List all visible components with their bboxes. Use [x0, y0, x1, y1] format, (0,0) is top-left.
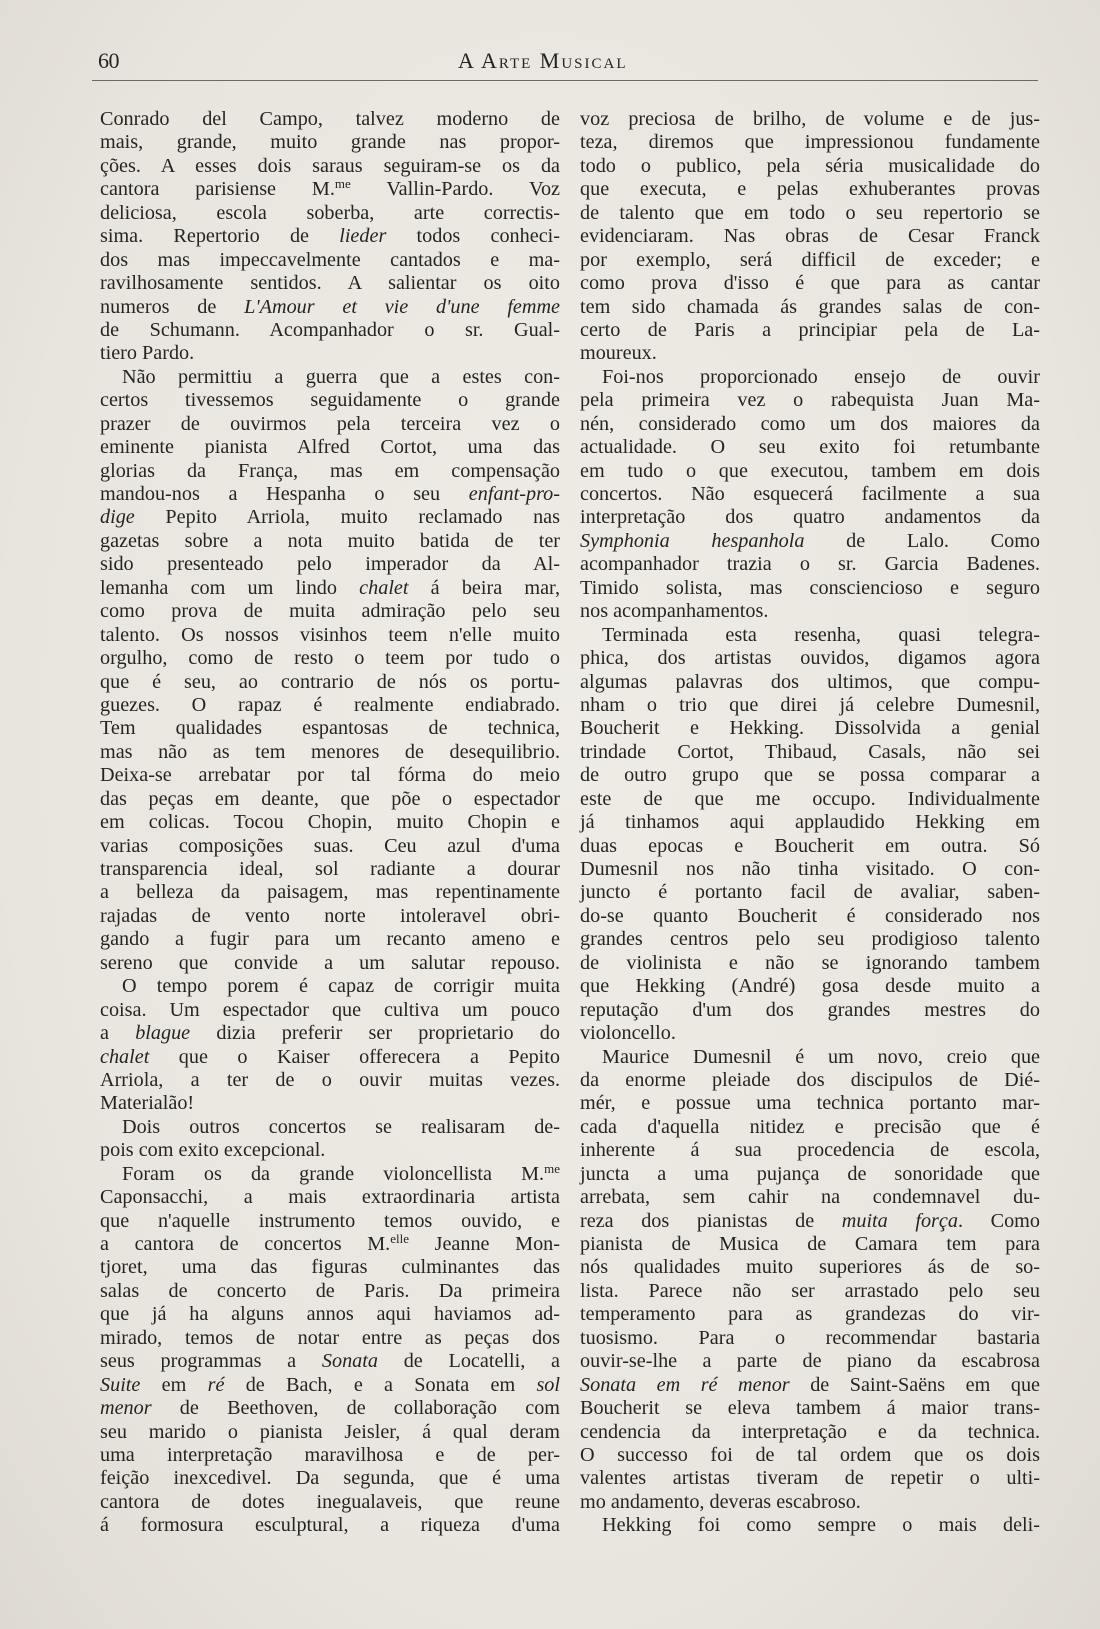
text-line [100, 928, 560, 951]
italic-text: Sonata [321, 1350, 378, 1373]
text-line [100, 1256, 560, 1279]
text-segment: duas epocas e Boucherit em outra. Só [580, 834, 1040, 857]
text-segment: juncta a uma pujança de sonoridade que [580, 1162, 1040, 1185]
text-segment: trindade Cortot, Thibaud, Casals, não sei [580, 740, 1040, 763]
text-segment: Dumesnil nos não tinha visitado. O con- [580, 858, 1040, 880]
superscript: me [334, 176, 351, 192]
text-segment: como prova de muita admiração pelo seu [100, 600, 560, 623]
text-line [100, 1233, 560, 1256]
text-segment: phica, dos artistas ouvidos, digamos agora [580, 647, 1040, 670]
text-line [580, 319, 1040, 342]
text-segment: em tudo o que executou, tambem em dois [580, 459, 1040, 482]
text-line [100, 460, 560, 483]
text-segment: em [140, 1373, 208, 1396]
text-line [580, 881, 1040, 904]
text-line [100, 1421, 560, 1444]
text-line [580, 1163, 1040, 1186]
text-segment: acompanhador trazia o sr. Garcia Badenes. [580, 553, 1040, 576]
text-segment: Não permittiu a guerra que a estes con- [122, 365, 560, 388]
text-line [580, 1467, 1040, 1490]
italic-text: dige [100, 506, 135, 529]
italic-text: chalet [359, 576, 409, 599]
text-line [100, 483, 560, 506]
text-line [580, 1092, 1040, 1115]
text-line [100, 600, 560, 623]
text-line [100, 155, 560, 178]
text-segment: que Hekking (André) gosa desde muito a [580, 975, 1040, 998]
text-segment: ções. A esses dois saraus seguiram-se os da [100, 154, 560, 177]
text-segment: Boucherit e Hekking. Dissolvida a genial [580, 717, 1040, 740]
text-segment: algumas palavras dos ultimos, que compu- [580, 670, 1040, 693]
text-segment: cantora de dotes inegualaveis, que reune [100, 1490, 560, 1513]
text-line [100, 952, 560, 975]
text-segment: que executa, e pelas exhuberantes provas [580, 178, 1040, 201]
text-segment: voz preciosa de brilho, de volume e de jus- [580, 108, 1040, 130]
text-line [100, 1514, 560, 1537]
text-line [100, 319, 560, 342]
text-segment: Pepito Arriola, muito reclamado nas [134, 506, 560, 529]
text-segment: já tinhamos aqui applaudido Hekking em [580, 811, 1040, 834]
text-line [100, 1046, 560, 1069]
text-line [580, 272, 1040, 295]
text-segment: que n'aquelle instrumento temos ouvido, e [100, 1209, 560, 1232]
text-segment: pela primeira vez o rabequista Juan Ma- [580, 389, 1040, 412]
running-title: A Arte Musical [458, 48, 628, 73]
text-segment: pianista de Musica de Camara tem para [580, 1233, 1040, 1255]
text-line [100, 1444, 560, 1467]
text-line [100, 389, 560, 412]
text-line [100, 202, 560, 225]
text-segment: de talento que em todo o seu repertorio se [580, 201, 1040, 224]
text-line [580, 999, 1040, 1022]
text-line [580, 788, 1040, 811]
text-segment: Dois outros concertos se realisaram de- [122, 1115, 560, 1138]
text-line [100, 1022, 560, 1045]
text-line [100, 436, 560, 459]
text-line [580, 1327, 1040, 1350]
text-segment: mas não as tem menores de desequilibrio. [100, 740, 560, 763]
text-segment: reza dos pianistas de [580, 1209, 842, 1232]
text-segment: temperamento para as grandezas do vir- [580, 1303, 1040, 1326]
text-line [580, 342, 1040, 365]
text-line [580, 811, 1040, 834]
text-line [100, 225, 560, 248]
text-line [100, 647, 560, 670]
text-segment: reputação d'um dos grandes mestres do [580, 998, 1040, 1021]
text-segment: Arriola, a ter de o ouvir muitas vezes. [100, 1068, 560, 1091]
text-line [100, 1139, 560, 1162]
italic-text: chalet [100, 1045, 150, 1068]
italic-text: lieder [339, 225, 387, 248]
text-line [580, 155, 1040, 178]
text-line [580, 624, 1040, 647]
text-segment: . Como [957, 1209, 1040, 1232]
text-segment: mirado, temos de notar entre as peças dos [100, 1326, 560, 1349]
text-line [100, 764, 560, 787]
text-segment: sima. Repertorio de [100, 225, 340, 248]
text-segment: concertos. Não esquecerá facilmente a sua [580, 483, 1040, 505]
text-segment: evidenciaram. Nas obras de Cesar Franck [580, 225, 1040, 248]
text-line [100, 975, 560, 998]
text-segment: teza, diremos que impressionou fundamente [580, 131, 1040, 154]
text-line [580, 1022, 1040, 1045]
italic-text: enfant-pro- [468, 483, 560, 505]
text-line [580, 249, 1040, 272]
running-header [98, 42, 1038, 82]
text-segment: cendencia da interpretação e da technica. [580, 1420, 1040, 1443]
text-segment: eminente pianista Alfred Cortot, uma das [100, 436, 560, 459]
text-segment: cada d'aquella nitidez e precisão que é [580, 1115, 1040, 1138]
text-segment: guezes. O rapaz é realmente endiabrado. [100, 693, 560, 716]
text-segment: valentes artistas tiveram de repetir o ulti- [580, 1467, 1040, 1490]
text-segment: Jeanne Mon- [408, 1233, 560, 1255]
text-segment: deliciosa, escola soberba, arte correctis- [100, 201, 560, 224]
text-segment: tiero Pardo. [100, 342, 195, 365]
text-line [100, 999, 560, 1022]
text-segment: rajadas de vento norte intoleravel obri- [100, 904, 560, 927]
text-line [100, 577, 560, 600]
text-line [100, 1092, 560, 1115]
text-segment: seu marido o pianista Jeisler, á qual deram [100, 1420, 560, 1443]
text-line [580, 928, 1040, 951]
text-segment: da enorme pleiade dos discipulos de Dié- [580, 1068, 1040, 1091]
text-line [580, 694, 1040, 717]
text-line [100, 1397, 560, 1420]
text-segment: de Schumann. Acompanhador o sr. Gual- [100, 318, 560, 341]
text-line [100, 342, 560, 365]
text-segment: prazer de ouvirmos pela terceira vez o [100, 412, 560, 435]
text-line [580, 530, 1040, 553]
text-line [580, 1280, 1040, 1303]
text-segment: Terminada esta resenha, quasi telegra- [602, 623, 1040, 646]
text-line [100, 835, 560, 858]
italic-text: muita força [841, 1209, 958, 1232]
text-line [100, 1303, 560, 1326]
text-segment: sido presenteado pelo imperador da Al- [100, 553, 560, 576]
text-segment: sereno que convide a um salutar repouso. [100, 951, 560, 974]
text-line [580, 296, 1040, 319]
text-segment: salas de concerto de Paris. Da primeira [100, 1279, 560, 1302]
text-segment: arrebata, sem cahir na condemnavel du- [580, 1186, 1040, 1209]
text-segment: moureux. [580, 342, 657, 365]
text-line [580, 577, 1040, 600]
text-line [580, 1397, 1040, 1420]
text-line [580, 1139, 1040, 1162]
text-segment: como prova d'isso é que para as cantar [580, 272, 1040, 295]
text-line [100, 296, 560, 319]
text-line [580, 1116, 1040, 1139]
text-segment: mandou-nos a Hespanha o seu [100, 483, 469, 505]
text-line [100, 506, 560, 529]
text-segment: nham o trio que direi já celebre Dumesnil, [580, 693, 1040, 716]
text-segment: certos tivessemos seguidamente o grande [100, 389, 560, 412]
text-line [100, 108, 560, 131]
text-line [100, 1467, 560, 1490]
text-segment: nén, considerado como um dos maiores da [580, 412, 1040, 435]
text-segment: uma interpretação maravilhosa e de per- [100, 1443, 560, 1466]
text-segment: violoncello. [580, 1022, 676, 1045]
text-segment: das peças em deante, que põe o espectador [100, 787, 560, 810]
text-line [100, 1186, 560, 1209]
text-segment: de violinista e não se ignorando tambem [580, 951, 1040, 974]
text-segment: de Saint-Saëns em que [789, 1373, 1041, 1396]
text-segment: a belleza da paisagem, mas repentinamente [100, 881, 560, 904]
text-segment: todo o publico, pela séria musicalidade do [580, 154, 1040, 177]
text-segment: O successo foi de tal ordem que os dois [580, 1443, 1040, 1466]
text-line [100, 249, 560, 272]
text-segment: seus programmas a [100, 1350, 322, 1373]
text-line [580, 413, 1040, 436]
text-segment: Conrado del Campo, talvez moderno de [100, 108, 560, 130]
text-segment: gazetas sobre a nota muito batida de ter [100, 529, 560, 552]
text-segment: glorias da França, mas em compensação [100, 459, 560, 482]
superscript: elle [390, 1231, 409, 1246]
text-segment: de outro grupo que se possa comparar a [580, 764, 1040, 787]
text-line [580, 436, 1040, 459]
text-segment: Caponsacchi, a mais extraordinaria artista [100, 1186, 560, 1209]
text-line [100, 272, 560, 295]
text-line [100, 530, 560, 553]
header-rule [92, 80, 1038, 81]
text-line [580, 506, 1040, 529]
text-line [580, 1421, 1040, 1444]
text-line [100, 717, 560, 740]
text-segment: transparencia ideal, sol radiante a dourar [100, 858, 560, 880]
page-number: 60 [98, 48, 119, 73]
text-segment: Deixa-se arrebatar por tal fórma do meio [100, 764, 560, 787]
text-line [580, 1210, 1040, 1233]
italic-text: Suite [100, 1373, 141, 1396]
text-segment: lista. Parece não ser arrastado pelo seu [580, 1279, 1040, 1302]
text-segment: feição inexcedivel. Da segunda, que é uma [100, 1467, 560, 1490]
text-segment: orgulho, como de resto o teem por tudo o [100, 647, 560, 670]
text-segment: numeros de [100, 295, 245, 318]
text-line [580, 1374, 1040, 1397]
text-segment: de Beethoven, de collaboração com [151, 1397, 560, 1420]
text-segment: a [100, 1022, 136, 1045]
text-segment: tem sido chamada ás grandes salas de con- [580, 295, 1040, 318]
text-line [580, 1233, 1040, 1256]
text-line [580, 366, 1040, 389]
text-line [100, 741, 560, 764]
text-line [580, 1186, 1040, 1209]
text-segment: mais, grande, muito grande nas propor- [100, 131, 560, 154]
text-line [100, 694, 560, 717]
text-line [580, 202, 1040, 225]
text-segment: tuosismo. Para o recommendar bastaria [580, 1326, 1040, 1349]
text-segment: de Bach, e a Sonata em [224, 1373, 537, 1396]
text-segment: Maurice Dumesnil é um novo, creio que [602, 1045, 1040, 1068]
text-segment: este de que me occupo. Individualmente [580, 787, 1040, 810]
text-line [580, 108, 1040, 131]
text-segment: Tem qualidades espantosas de technica, [100, 717, 560, 740]
text-line [100, 1280, 560, 1303]
text-line [580, 1069, 1040, 1092]
text-segment: que já ha alguns annos aqui haviamos ad- [100, 1303, 560, 1326]
text-line [580, 1514, 1040, 1537]
text-line [100, 671, 560, 694]
text-line [580, 647, 1040, 670]
text-segment: gando a fugir para um recanto ameno e [100, 928, 560, 951]
italic-text: ré [207, 1373, 225, 1396]
text-line [100, 788, 560, 811]
text-segment: interpretação dos quatro andamentos da [580, 506, 1040, 529]
text-line [580, 858, 1040, 881]
text-segment: a cantora de concertos M. [100, 1233, 391, 1255]
italic-text: blague [135, 1022, 191, 1045]
text-line [100, 553, 560, 576]
text-segment: pois com exito excepcional. [100, 1139, 326, 1162]
text-column-right [580, 108, 1040, 1538]
text-segment: Timido solista, mas consciencioso e seguro [580, 576, 1040, 599]
text-segment: Hekking foi como sempre o mais deli- [602, 1514, 1040, 1537]
text-line [580, 1303, 1040, 1326]
text-line [580, 835, 1040, 858]
text-line [580, 600, 1040, 623]
text-line [580, 975, 1040, 998]
text-line [580, 1491, 1040, 1514]
text-line [580, 178, 1040, 201]
text-line [100, 811, 560, 834]
text-segment: grandes centros pelo seu prodigioso talento [580, 928, 1040, 951]
text-line [100, 1327, 560, 1350]
text-column-left [100, 108, 560, 1538]
text-line [580, 764, 1040, 787]
text-segment: de Lalo. Como [804, 529, 1040, 552]
text-segment: certo de Paris a principiar pela de La- [580, 318, 1040, 341]
text-segment: á formosura esculptural, a riqueza d'uma [100, 1514, 560, 1537]
text-line [580, 225, 1040, 248]
text-segment: varias composições suas. Ceu azul d'uma [100, 834, 560, 857]
text-segment: coisa. Um espectador que cultiva um pouco [100, 998, 560, 1021]
text-segment: O tempo porem é capaz de corrigir muita [122, 975, 560, 998]
text-segment: ravilhosamente sentidos. A salientar os oito [100, 272, 560, 295]
text-line [100, 1210, 560, 1233]
text-segment: mér, e possue uma technica portanto mar- [580, 1092, 1040, 1115]
text-line [580, 1256, 1040, 1279]
text-segment: talento. Os nossos visinhos teem n'elle muito [100, 623, 560, 646]
text-line [580, 905, 1040, 928]
text-segment: nós qualidades muito superiores ás de so- [580, 1256, 1040, 1279]
italic-text: L'Amour et vie d'une femme [244, 295, 561, 318]
text-segment: todos conheci- [386, 225, 560, 248]
italic-text: menor [100, 1397, 152, 1420]
text-segment: Materialão! [100, 1092, 195, 1115]
text-segment: Vallin-Pardo. Voz [350, 178, 560, 201]
text-line [100, 413, 560, 436]
text-line [580, 741, 1040, 764]
text-line [580, 717, 1040, 740]
text-line [100, 1374, 560, 1397]
text-line [580, 389, 1040, 412]
text-segment: dizia preferir ser proprietario do [190, 1022, 560, 1045]
text-line [100, 1491, 560, 1514]
italic-text: sol [536, 1373, 560, 1396]
text-segment: lemanha com um lindo [100, 576, 360, 599]
text-segment: em colicas. Tocou Chopin, muito Chopin e [100, 811, 560, 834]
text-segment: dos mas impeccavelmente cantados e ma- [100, 248, 560, 271]
text-line [100, 178, 560, 201]
text-segment: Foi-nos proporcionado ensejo de ouvir [602, 365, 1040, 388]
superscript: me [544, 1160, 560, 1176]
text-line [100, 858, 560, 881]
text-segment: á beira mar, [408, 576, 560, 599]
text-line [100, 881, 560, 904]
text-line [100, 1160, 560, 1186]
text-line [580, 1444, 1040, 1467]
text-line [100, 905, 560, 928]
text-line [580, 952, 1040, 975]
text-segment: ouvir-se-lhe a parte de piano da escabrosa [580, 1350, 1040, 1373]
italic-text: Sonata em ré menor [580, 1373, 790, 1396]
text-segment: Foram os da grande violoncellista M. [122, 1162, 545, 1185]
text-line [100, 1350, 560, 1373]
text-line [580, 483, 1040, 506]
text-segment: que o Kaiser offerecera a Pepito [149, 1045, 560, 1068]
text-segment: inherente á sua procedencia de escola, [580, 1139, 1040, 1162]
text-segment: de Locatelli, a [377, 1350, 560, 1373]
text-line [580, 671, 1040, 694]
text-line [580, 1046, 1040, 1069]
text-segment: mo andamento, deveras escabroso. [580, 1490, 861, 1513]
text-line [580, 460, 1040, 483]
text-segment: do-se quanto Boucherit é considerado nos [580, 904, 1040, 927]
text-line [580, 553, 1040, 576]
text-line [100, 624, 560, 647]
text-segment: tjoret, uma das figuras culminantes das [100, 1256, 560, 1279]
text-segment: juncto é portanto facil de avaliar, saben- [580, 881, 1040, 904]
text-segment: que é seu, ao contrario de nós os portu- [100, 670, 560, 693]
text-line [100, 1069, 560, 1092]
text-segment: Boucherit se eleva tambem á maior trans- [580, 1397, 1040, 1420]
text-segment: cantora parisiense M. [100, 178, 335, 201]
text-line [580, 131, 1040, 154]
text-line [100, 1116, 560, 1139]
text-segment: por exemplo, será difficil de exceder; e [580, 248, 1040, 271]
text-line [580, 1350, 1040, 1373]
text-line [100, 131, 560, 154]
text-segment: actualidade. O seu exito foi retumbante [580, 436, 1040, 459]
text-segment: nos acompanhamentos. [580, 600, 769, 623]
text-line [100, 366, 560, 389]
italic-text: Symphonia hespanhola [580, 529, 805, 552]
